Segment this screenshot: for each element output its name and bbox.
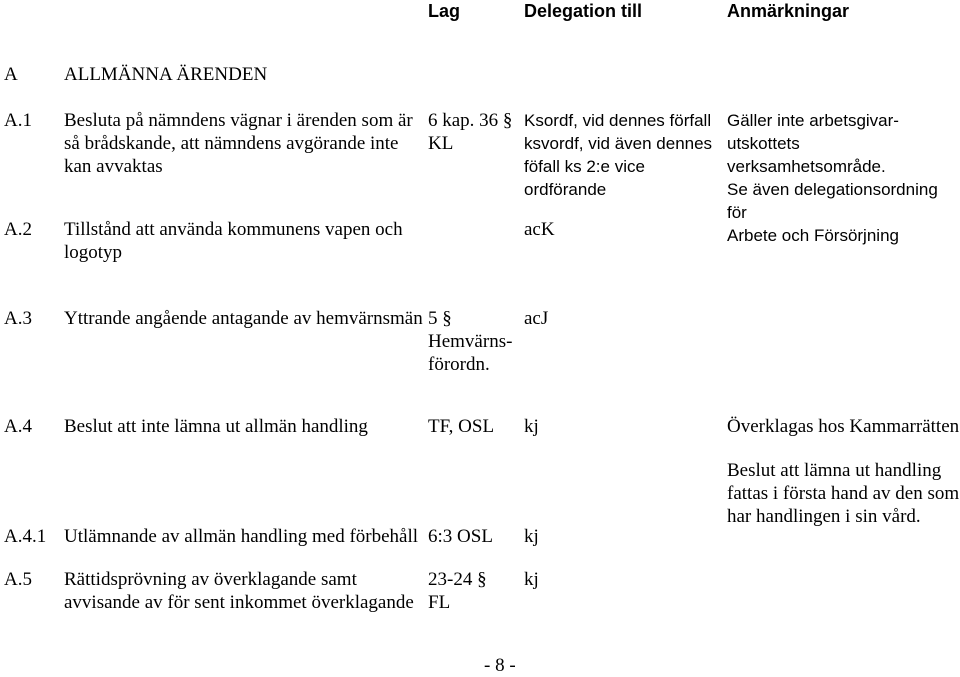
section-title: ALLMÄNNA ÄRENDEN	[64, 64, 268, 85]
row-delegation: kj	[524, 416, 539, 437]
row-delegation: kj	[524, 526, 539, 547]
row-code: A.5	[4, 569, 32, 590]
row-note: Beslut att lämna ut handling fattas i första hand av den som har handlingen i sin vård.	[727, 460, 960, 527]
row-code: A.3	[4, 308, 32, 329]
header-anmarkningar: Anmärkningar	[727, 1, 850, 21]
row-description: Yttrande angående antagande av hemvärnsmän	[64, 308, 423, 329]
row-description: Beslut att inte lämna ut allmän handling	[64, 416, 368, 437]
row-note: Gäller inte arbetsgivar- utskottets verksamhetsområde. Se även delegationsordning för Arbete och Försörjning	[727, 111, 938, 245]
row-code: A.2	[4, 219, 32, 240]
row-delegation: acJ	[524, 308, 549, 329]
section-code: A	[4, 64, 18, 85]
row-note: Överklagas hos Kammarrätten	[727, 416, 960, 437]
row-description: Besluta på nämndens vägnar i ärenden som är så brådskande, att nämndens avgörande inte kan avvaktas	[64, 110, 413, 177]
header-delegation: Delegation till	[524, 1, 643, 21]
header-lag: Lag	[428, 1, 461, 21]
row-code: A.1	[4, 110, 32, 131]
row-delegation: kj	[524, 569, 539, 590]
page-number: - 8 -	[484, 655, 516, 676]
row-lag: 6:3 OSL	[428, 526, 493, 547]
row-lag: 6 kap. 36 § KL	[428, 110, 513, 154]
row-lag: 23-24 § FL	[428, 569, 487, 613]
row-code: A.4	[4, 416, 32, 437]
row-code: A.4.1	[4, 526, 47, 547]
row-description: Utlämnande av allmän handling med förbehåll	[64, 526, 419, 547]
row-lag: 5 § Hemvärns- förordn.	[428, 308, 513, 375]
row-delegation: Ksordf, vid dennes förfall ksvordf, vid även dennes föfall ks 2:e vice ordförande	[524, 111, 713, 199]
row-description: Rättidsprövning av överklagande samt avvisande av för sent inkommet överklagande	[64, 569, 414, 613]
row-lag: TF, OSL	[428, 416, 495, 437]
row-delegation: acK	[524, 219, 555, 240]
row-description: Tillstånd att använda kommunens vapen och logotyp	[64, 219, 403, 263]
